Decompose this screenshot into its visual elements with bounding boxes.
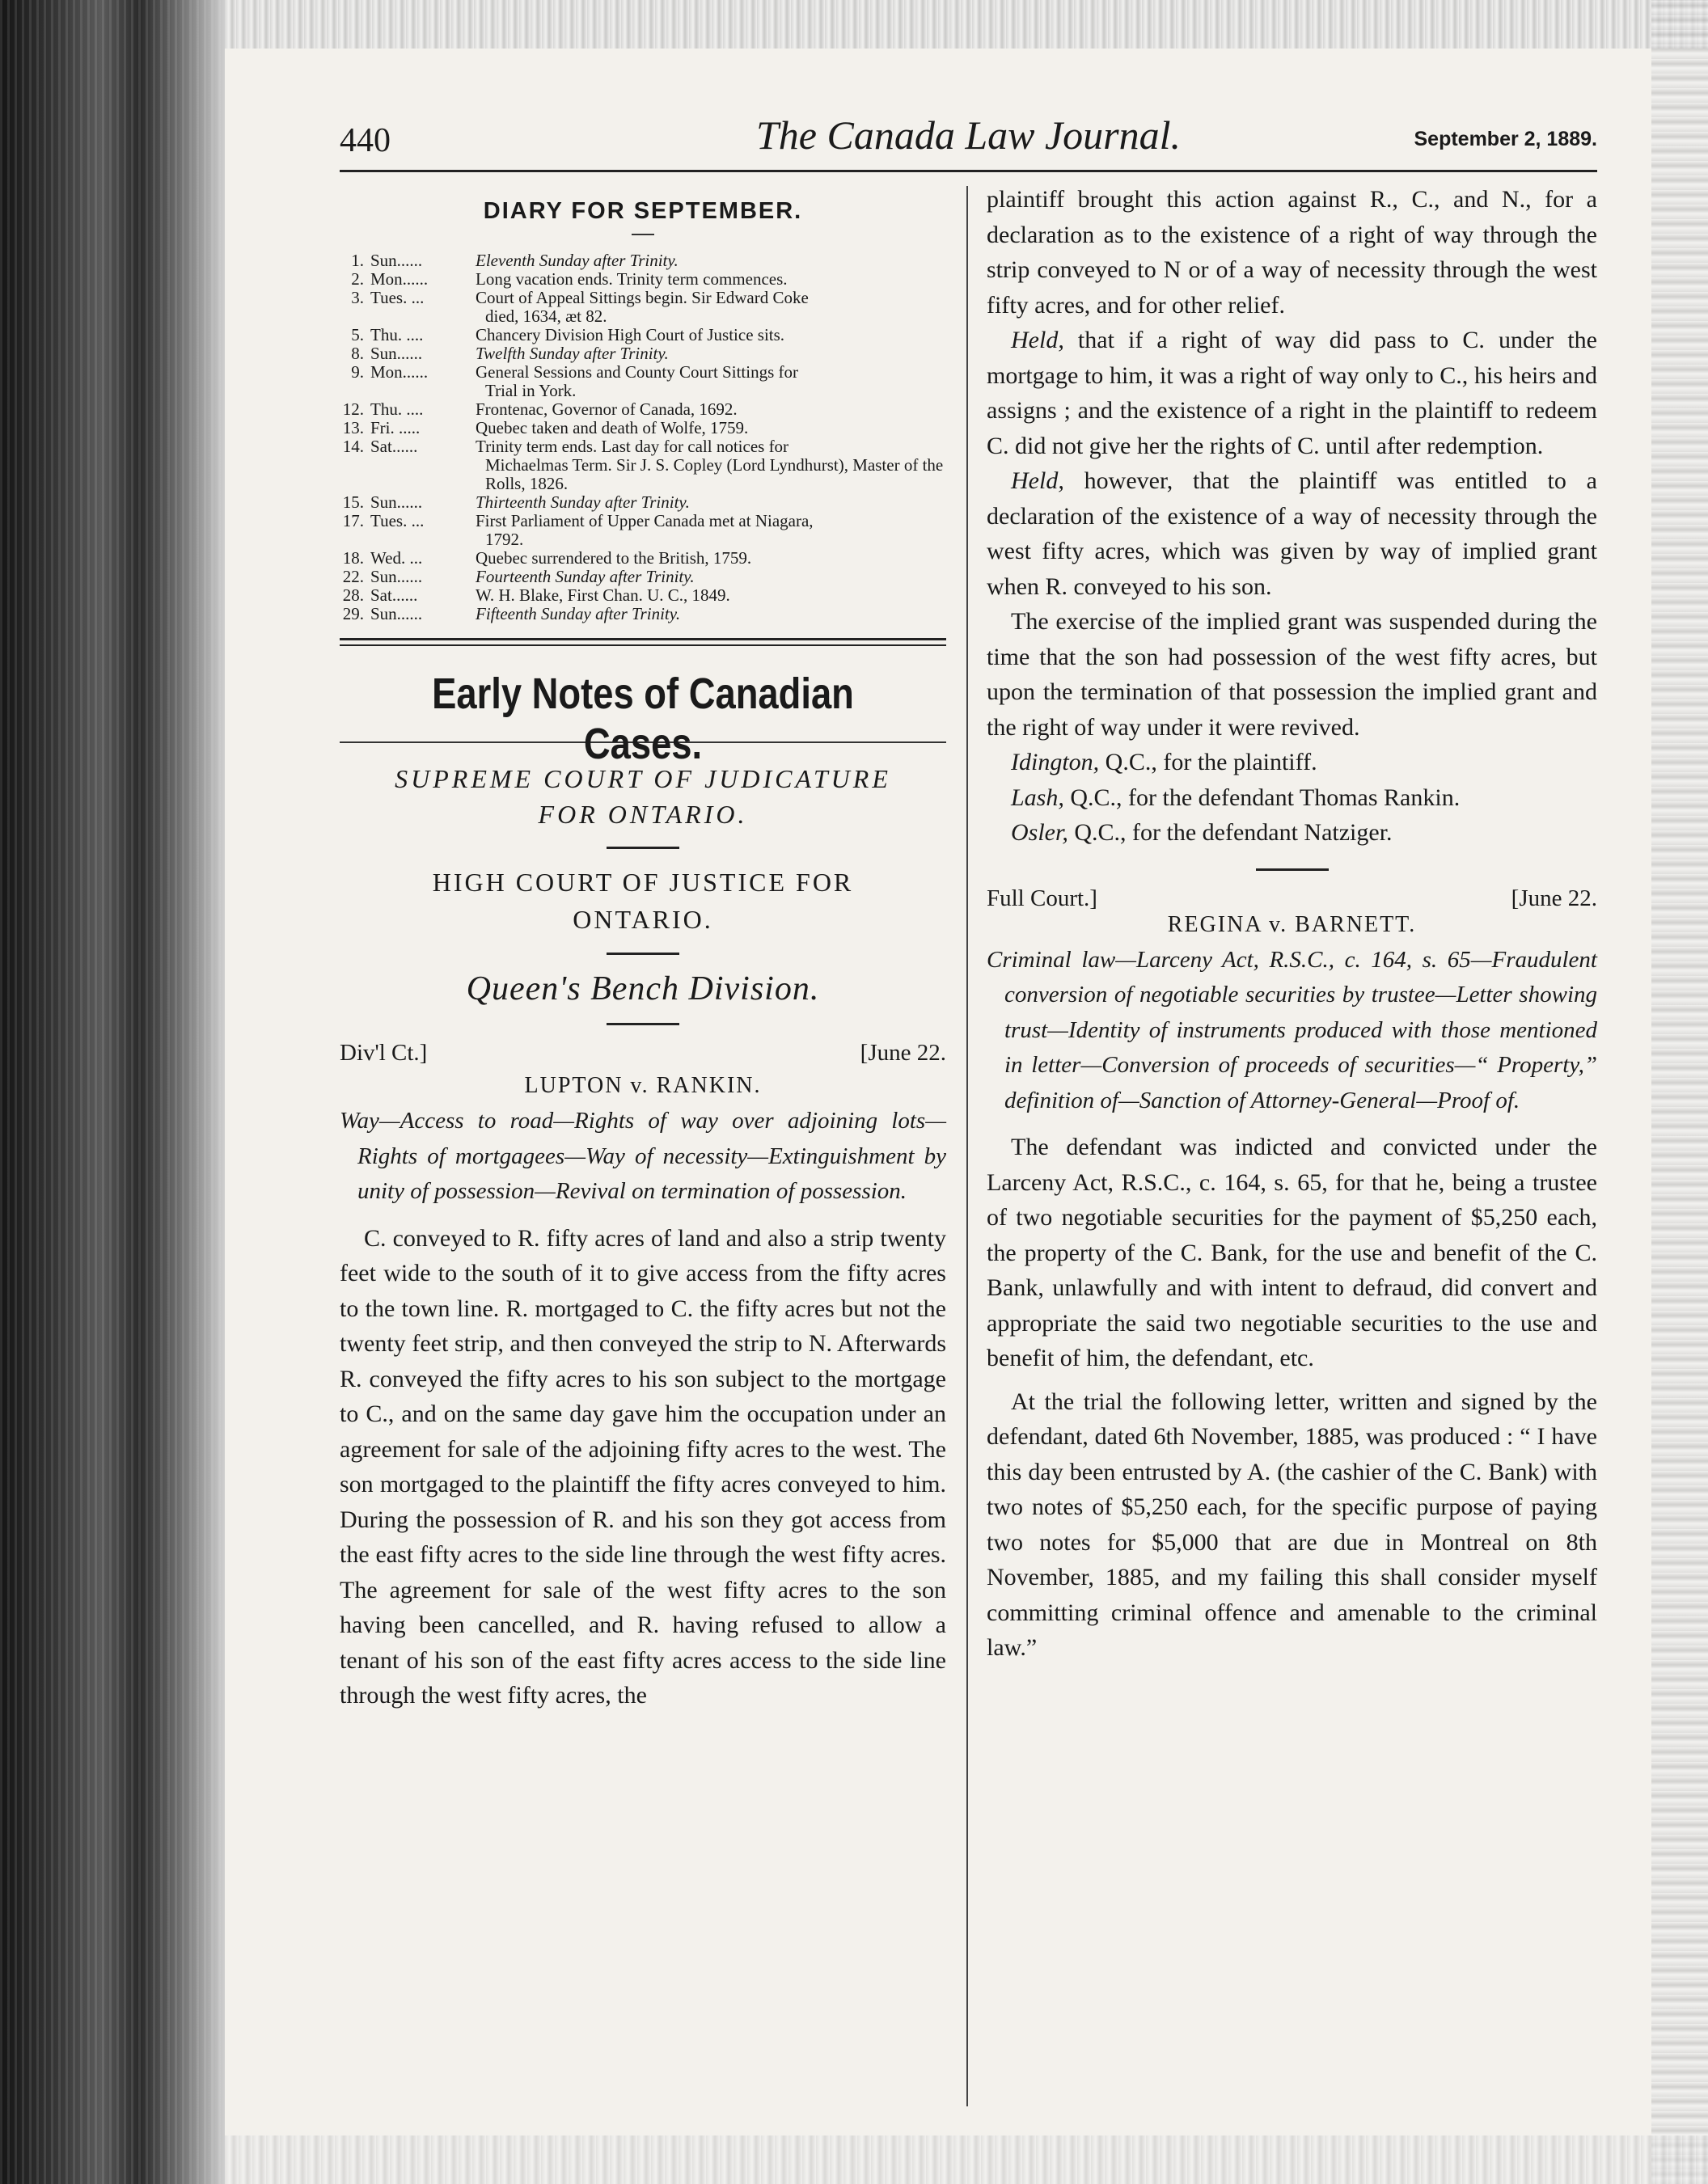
diary-list (340, 251, 946, 623)
counsel-entry: Idington, Q.C., for the plaintiff. (1011, 749, 1317, 775)
case-date: [June 22. (1511, 885, 1597, 911)
counsel-entry: Lash, Q.C., for the defendant Thomas Rankin. (1011, 784, 1461, 811)
holding-paragraph: Held, however, that the plaintiff was entitled to a declaration of the existence of a way of necessity through the west fifty acres, which was given by way of implied grant when R. conveyed to his son. (987, 467, 1597, 600)
left-column (340, 198, 946, 1713)
diary-entry: 22. Sun...... Fourteenth Sunday after Trinity. (342, 567, 695, 586)
section-title: Early Notes of Canadian Cases. (432, 670, 854, 768)
case-body: At the trial the following letter, written and signed by the defendant, dated 6th November, 1885, was produced : “ I have this day been entrusted by A. (the cashier of the C. Bank) with two notes of $5,250 each, for the specific purpose of paying two notes for $5,000 that are due in Montreal on 8th November, 1885, and my failing this shall consider myself committing criminal offence and amenable to the criminal law.” (987, 1388, 1597, 1661)
diary-entry: 28. Sat...... W. H. Blake, First Chan. U. C., 1849. (342, 585, 730, 605)
diary-entry-continuation: Trial in York. (485, 381, 577, 400)
header-rule (340, 170, 1597, 172)
diary-entry: 1. Sun...... Eleventh Sunday after Trinity. (351, 251, 679, 270)
short-rule (607, 1023, 679, 1025)
diary-entry: 12. Thu. .... Frontenac, Governor of Canada, 1692. (342, 399, 738, 419)
case-court: Full Court.] (987, 885, 1097, 911)
scan-noise-bottom (225, 2135, 1708, 2184)
page-number: 440 (340, 122, 391, 159)
diary-entry: 14. Sat...... Trinity term ends. Last day for call notices for (342, 437, 789, 456)
diary-entry: 29. Sun...... Fifteenth Sunday after Trinity. (342, 604, 681, 623)
case-name: LUPTON v. RANKIN. (524, 1073, 762, 1098)
diary-entry: 5. Thu. .... Chancery Division High Court of Justice sits. (351, 325, 785, 344)
short-rule (607, 847, 679, 849)
diary-rule-thick (340, 638, 946, 640)
diary-dash (632, 234, 654, 235)
case-headnote: Criminal law—Larceny Act, R.S.C., c. 164, s. 65—Fraudulent conversion of negotiable securities by trustee—Letter showing trust—Identity of instruments produced with those mentioned in letter—Conversion of proceeds of securities—“ Property,” definition of—Sanction of Attorney-General—Proof of. (987, 946, 1597, 1113)
diary-entry: 2. Mon...... Long vacation ends. Trinity term commences. (351, 269, 788, 289)
page-header (340, 105, 1597, 170)
column-divider (966, 186, 968, 2106)
short-rule (1256, 868, 1329, 871)
diary-entry: 3. Tues. ... Court of Appeal Sittings begin. Sir Edward Coke (351, 288, 809, 307)
short-rule (607, 953, 679, 955)
case-court-line (340, 1040, 946, 1067)
scan-noise-right (1651, 0, 1708, 2184)
right-column (987, 182, 1597, 1666)
book-spine-shadow (0, 0, 225, 2184)
issue-date: September 2, 1889. (1414, 128, 1597, 150)
diary-entry: 9. Mon...... General Sessions and County Court Sittings for (351, 362, 798, 382)
division-heading: Queen's Bench Division. (466, 970, 820, 1008)
diary-entry-continuation: 1792. (485, 530, 524, 549)
diary-entry-continuation: Michaelmas Term. Sir J. S. Copley (Lord Lyndhurst), Master of the Rolls, 1826. (485, 455, 944, 493)
diary-entry: 13. Fri. ..... Quebec taken and death of Wolfe, 1759. (342, 418, 749, 437)
scan-noise-top (225, 0, 1708, 49)
counsel-list (987, 745, 1597, 851)
diary-entry: 8. Sun...... Twelfth Sunday after Trinity. (351, 344, 669, 363)
case-court: Div'l Ct.] (340, 1040, 428, 1066)
case-name: REGINA v. BARNETT. (1167, 911, 1417, 937)
case-body: C. conveyed to R. fifty acres of land and also a strip twenty feet wide to the south of it to give access from the fifty acres to the town line. R. mortgaged to C. the fifty acres but not the twenty feet strip, and then conveyed the strip to N. Afterwards R. conveyed the fifty acres to his son subject to the mortgage to C., and on the same day gave him the occupation under an agreement for sale of the adjoining fifty acres to the west. The son mortgaged to the plaintiff the fifty acres conveyed to him. During the possession of R. and his son they got access from the east fifty acres to the side line through the west fifty acres. The agreement for sale of the west fifty acres to the son having been cancelled, and R. having refused to allow a tenant of his son of the east fifty acres access to the side line through the west fifty acres, the (340, 1224, 946, 1709)
diary-entry: 15. Sun...... Thirteenth Sunday after Trinity. (342, 492, 690, 512)
case-body: The defendant was indicted and convicted under the Larceny Act, R.S.C., c. 164, s. 65, for that he, being a trustee of two negotiable securities for the payment of $5,250 each, the property of the C. Bank, for the use and benefit of the C. Bank, unlawfully and with intent to defraud, did convert and appropriate the said two negotiable securities to the use and benefit of him, the defendant, etc. (987, 1134, 1597, 1371)
diary-entry-continuation: died, 1634, æt 82. (485, 306, 607, 326)
diary-rule-thin (340, 644, 946, 646)
high-court-heading: HIGH COURT OF JUSTICE FOR ONTARIO. (432, 868, 854, 934)
court-heading: SUPREME COURT OF JUDICATURE FOR ONTARIO. (395, 764, 891, 829)
diary-entry: 17. Tues. ... First Parliament of Upper Canada met at Niagara, (342, 511, 814, 530)
case-headnote: Way—Access to road—Rights of way over adjoining lots—Rights of mortgagees—Way of necessity—Extinguishment by unity of possession—Revival on termination of possession. (340, 1108, 946, 1204)
holding-paragraph: Held, that if a right of way did pass to C. under the mortgage to him, it was a right of way only to C., his heirs and assigns ; and the existence of a right in the plaintiff to redeem C. did not give her the rights of C. until after redemption. (987, 327, 1597, 459)
diary-entry: 18. Wed. ... Quebec surrendered to the British, 1759. (342, 548, 752, 568)
case-body-continued: plaintiff brought this action against R., C., and N., for a declaration as to the existence of a right of way through the strip conveyed to N or of a way of necessity through the west fifty acres, and for other relief. (987, 186, 1597, 319)
case-date: [June 22. (860, 1040, 946, 1066)
journal-title: The Canada Law Journal. (755, 112, 1182, 158)
implied-grant-paragraph: The exercise of the implied grant was suspended during the time that the son had possession of the west fifty acres, but upon the termination of that possession the implied grant and the right of way under it were revived. (987, 608, 1597, 741)
counsel-entry: Osler, Q.C., for the defendant Natziger. (1011, 819, 1393, 846)
diary-title: DIARY FOR SEPTEMBER. (483, 198, 803, 224)
case-court-line (987, 885, 1597, 912)
journal-page (340, 89, 1597, 2127)
